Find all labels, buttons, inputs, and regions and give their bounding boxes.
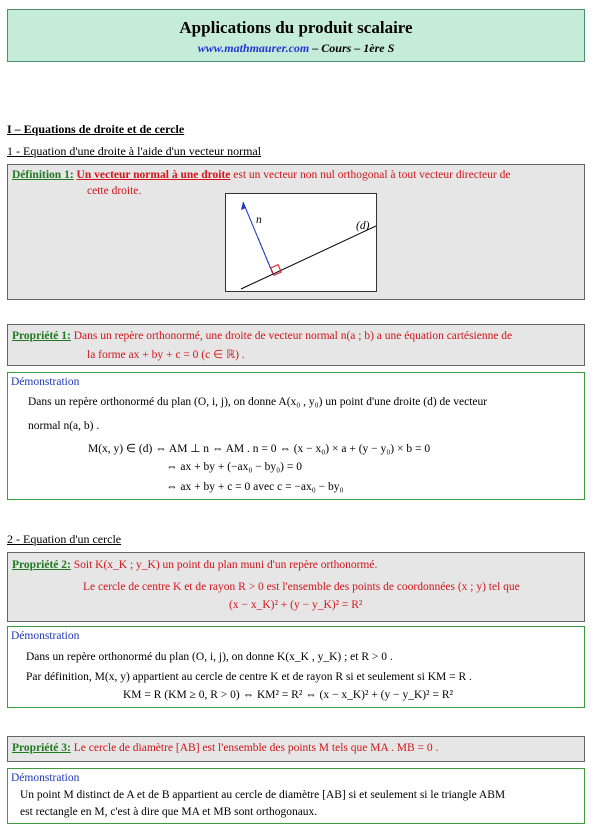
n-label: n: [256, 214, 262, 226]
definition-label: Définition 1:: [12, 169, 74, 181]
site-link[interactable]: www.mathmaurer.com: [197, 41, 310, 55]
propriete1-box: [7, 324, 585, 366]
demo1-line2: normal n(a, b) .: [28, 420, 100, 432]
demo2-line1: Dans un repère orthonormé du plan (O, i, j), on donne K(x_K , y_K) ; et R > 0 .: [26, 651, 393, 663]
propriete3-box: [7, 736, 585, 762]
propriete3-label: Propriété 3:: [12, 742, 71, 754]
demo2-line3: KM = R (KM ≥ 0, R > 0) ⇔ KM² = R² ⇔ (x − x_K)² + (y − y_K)² = R²: [123, 689, 453, 701]
propriete3-line1: Le cercle de diamètre [AB] est l'ensemble des points M tels que MA . MB = 0 .: [70, 742, 439, 754]
propriete2-line1: Soit K(x_K ; y_K) un point du plan muni d'un repère orthonormé.: [73, 559, 378, 571]
subsection-title-1: 1 - Equation d'une droite à l'aide d'un vecteur normal: [7, 144, 262, 158]
demo1-line1: Dans un repère orthonormé du plan (O, i, j), on donne A(x₀ , y₀) un point d'une droite (d) de vecteur: [28, 396, 488, 408]
course-label: – Cours – 1ère S: [309, 41, 395, 55]
page-title: Applications du produit scalaire: [179, 18, 413, 37]
propriete1-line1: Dans un repère orthonormé, une droite de vecteur normal n(a ; b) a une équation cartésienne de: [73, 330, 513, 342]
propriete1-label: Propriété 1:: [12, 330, 71, 342]
demo1-box: [7, 372, 585, 500]
d-label: (d): [356, 220, 370, 232]
normal-vector-figure: [225, 193, 377, 292]
definition-term: Un vecteur normal à une droite: [76, 169, 231, 181]
demo3-line2: est rectangle en M, c'est à dire que MA et MB sont orthogonaux.: [20, 806, 318, 818]
demo3-box: [7, 768, 585, 824]
demo3-line1: Un point M distinct de A et de B appartient au cercle de diamètre [AB] si et seulement si le triangle ABM: [20, 789, 506, 801]
propriete1-line2: la forme ax + by + c = 0 (c ∈ ℝ) .: [87, 349, 245, 361]
demo3-label: Démonstration: [11, 772, 80, 784]
demo1-eq3: ⇔ ax + by + c = 0 avec c = −ax₀ − by₀: [166, 481, 344, 493]
section-title: I – Equations de droite et de cercle: [7, 122, 185, 136]
line-d: [241, 226, 376, 289]
page-subtitle: [8, 41, 584, 56]
subsection-title-2: 2 - Equation d'un cercle: [7, 532, 122, 546]
arrow-head: [241, 202, 246, 210]
demo2-box: [7, 626, 585, 708]
propriete2-box: [7, 552, 585, 622]
definition-text-2: cette droite.: [87, 185, 142, 197]
demo2-label: Démonstration: [11, 630, 80, 642]
figure-svg: [226, 194, 376, 291]
right-angle-mark: [271, 265, 282, 276]
demo2-line2: Par définition, M(x, y) appartient au cercle de centre K et de rayon R si et seulement si KM = R .: [26, 671, 472, 683]
demo1-label: Démonstration: [11, 376, 80, 388]
header-box: [7, 9, 585, 62]
propriete2-label: Propriété 2:: [12, 559, 71, 571]
demo1-eq2: ⇔ ax + by + (−ax₀ − by₀) = 0: [166, 461, 302, 473]
definition-box: [7, 164, 585, 300]
demo1-eq1: M(x, y) ∈ (d) ⇔ AM ⊥ n ⇔ AM . n = 0 ⇔ (x − x₀) × a + (y − y₀) × b = 0: [88, 443, 431, 455]
propriete2-line3: (x − x_K)² + (y − y_K)² = R²: [229, 599, 363, 611]
propriete2-line2: Le cercle de centre K et de rayon R > 0 est l'ensemble des points de coordonnées (x ; y) tel que: [83, 581, 520, 593]
definition-text: est un vecteur non nul orthogonal à tout vecteur directeur de: [230, 169, 511, 181]
